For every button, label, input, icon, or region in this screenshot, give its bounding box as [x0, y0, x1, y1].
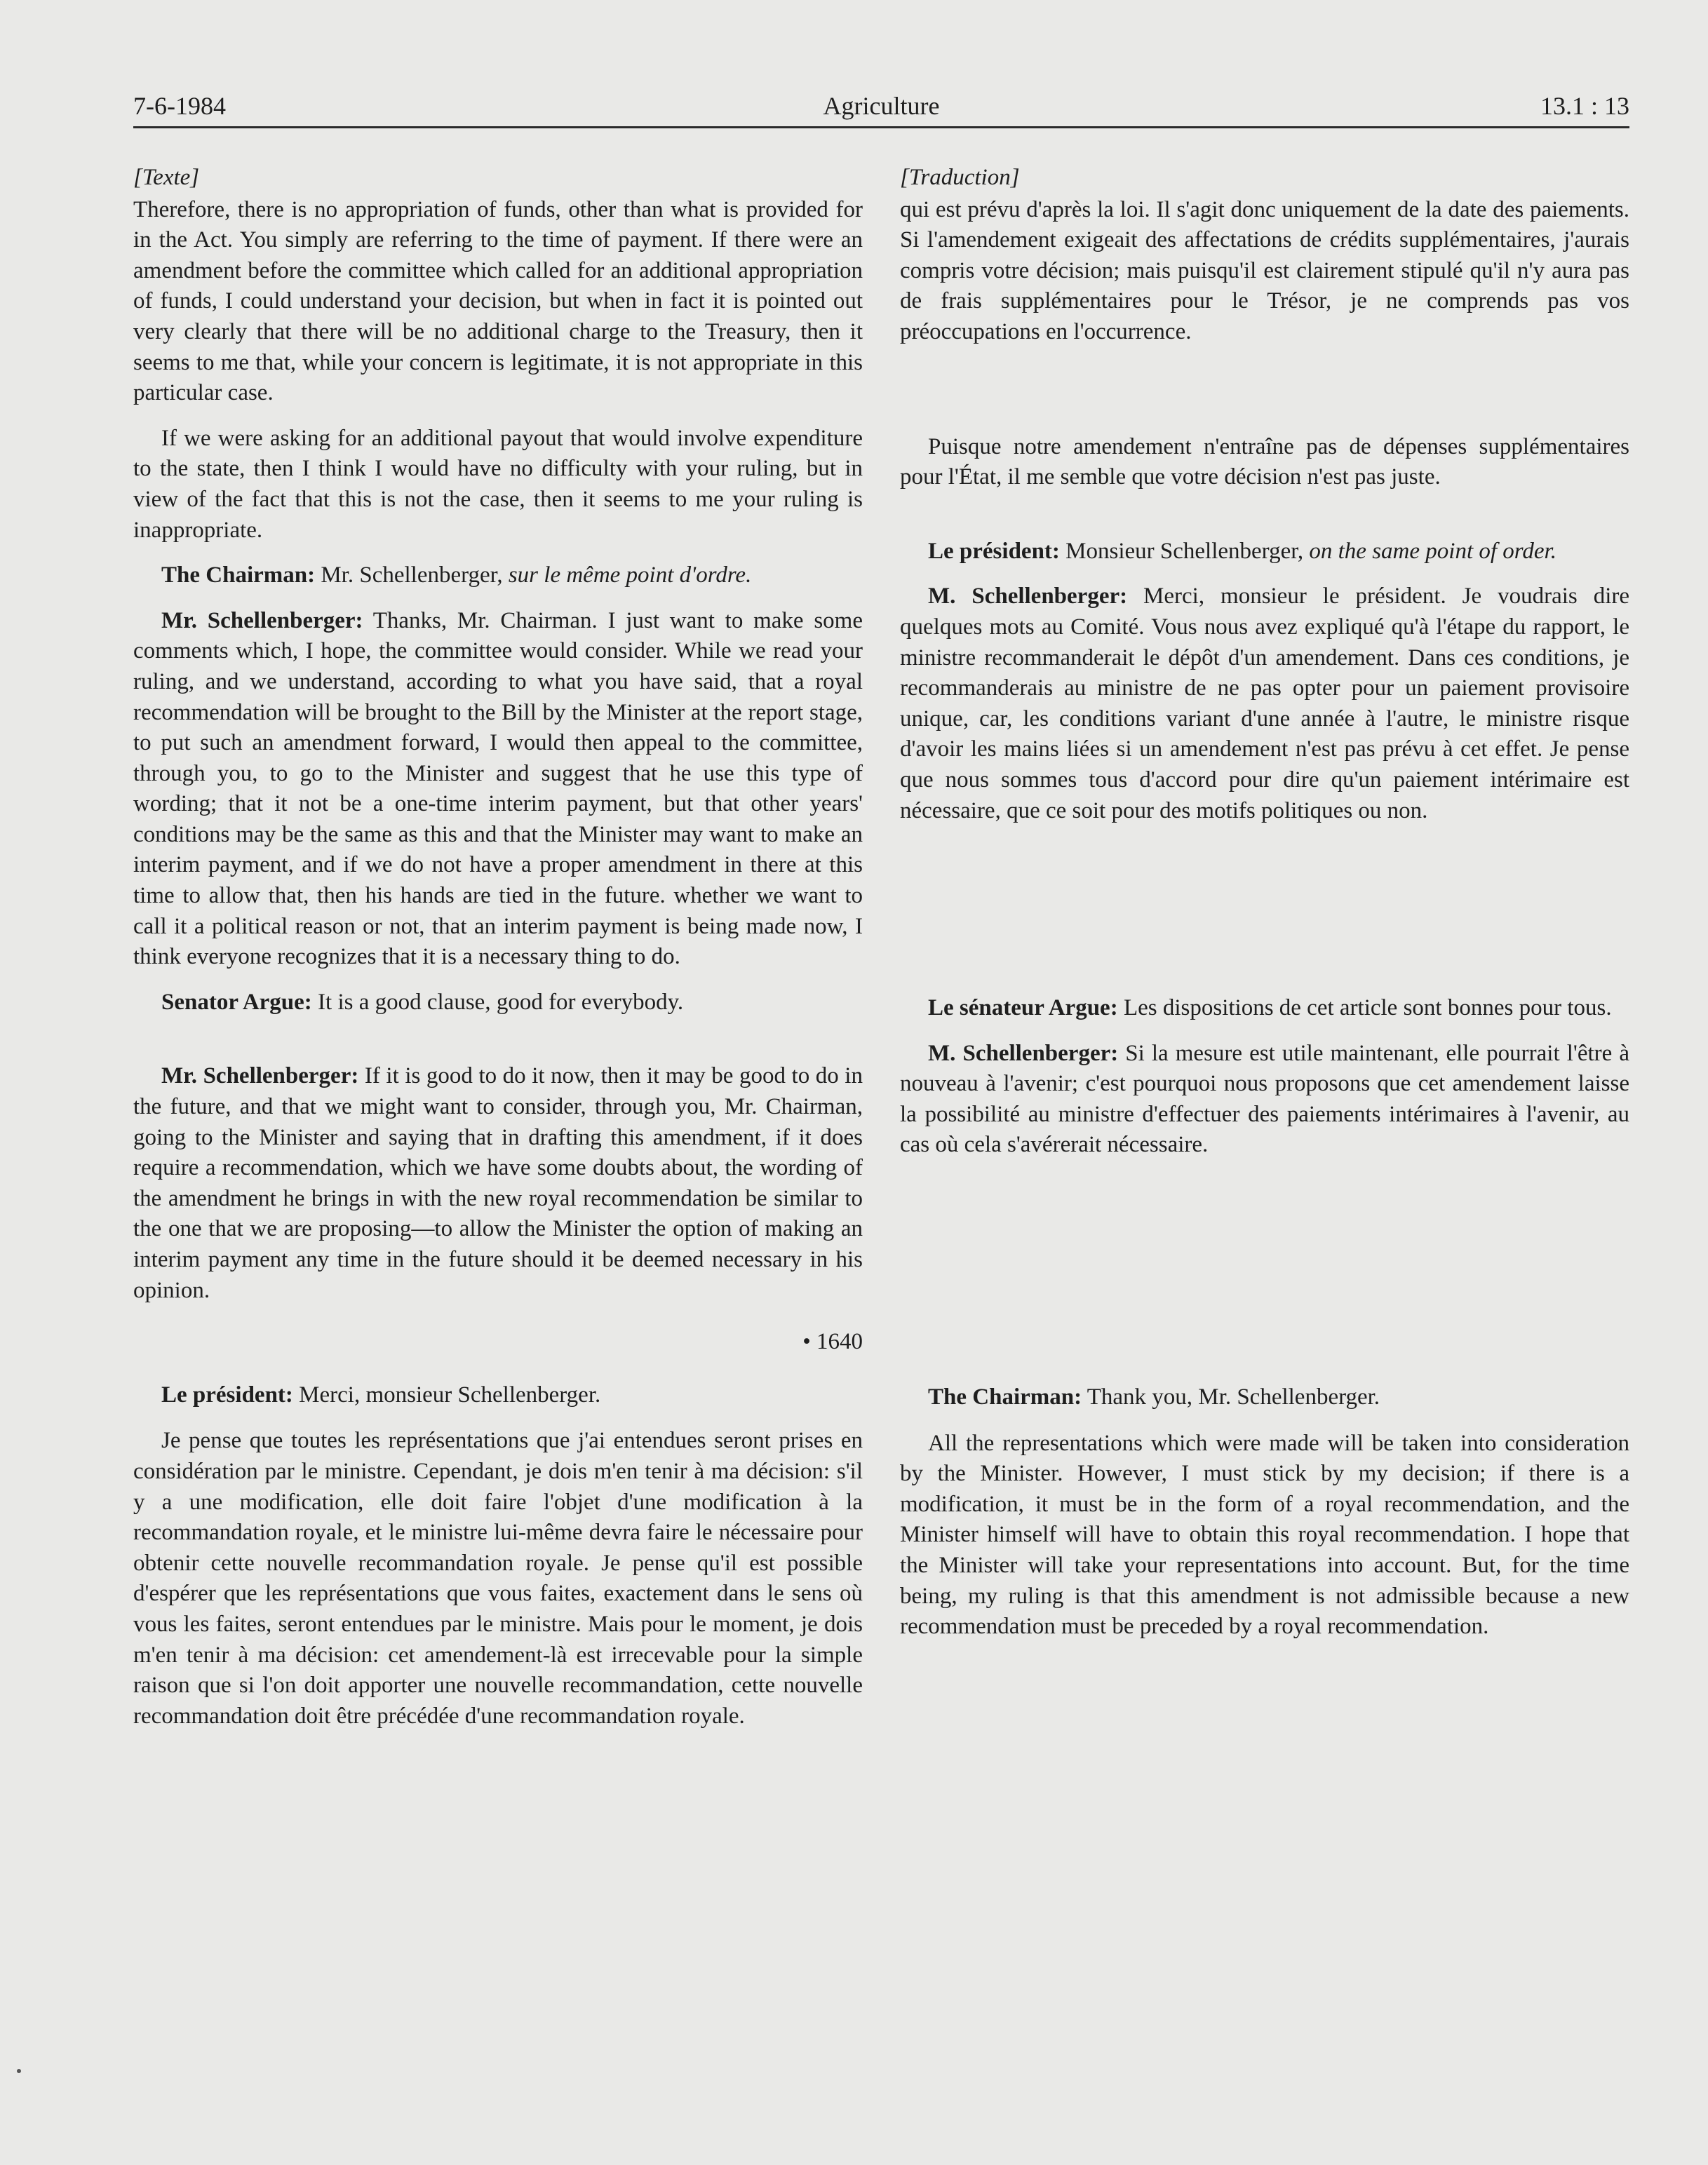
- speech-text: Merci, monsieur le président. Je voudrais dire quelques mots au Comité. Vous nous avez expliqué qu'à l'étape du rapport, le ministre recommanderait le dépôt d'un amendement. Dans ces conditions, je recommanderais au ministre de ne pas opter pour un paiement provisoire unique, car, les conditions variant d'une année à l'autre, le ministre risque d'avoir les mains liées si un amendement n'est pas prévu à cet effet. Je pense que nous sommes tous d'accord pour dire qu'un paiement intérimaire est nécessaire, que ce soit pour des motifs politiques ou non.: [900, 584, 1629, 823]
- speaker-name: Le président:: [928, 538, 1060, 564]
- speech-text: Monsieur Schellenberger,: [1059, 538, 1310, 564]
- speech-text: Thanks, Mr. Chairman. I just want to make some comments which, I hope, the committee would consider. While we read your ruling, and we understand, according to what you have said, that a royal recommendation will be brought to the Bill by the Minister at the report stage, to put such an amendment forward, I would then appeal to the committee, through you, to go to the Minister and suggest that he use this type of wording; that it not be a one-time interim payment, but that other years' conditions may be the same as this and that the Minister may want to make an interim payment, and if we do not have a proper amendment in there at this time to allow that, then his hands are tied in the future. whether we want to call it a political reason or not, that an interim payment is being made now, I think everyone recognizes that it is a necessary thing to do.: [133, 607, 863, 970]
- speaker-name: Le sénateur Argue:: [928, 995, 1118, 1021]
- speaker-name: Senator Argue:: [161, 989, 312, 1015]
- texte-label: [Texte]: [133, 165, 200, 190]
- running-header: [133, 83, 1629, 128]
- speech-text: It is a good clause, good for everybody.: [311, 989, 684, 1015]
- english-column: [133, 163, 863, 1732]
- speech-text: Les dispositions de cet article sont bonnes pour tous.: [1117, 995, 1612, 1021]
- speaker-name: The Chairman:: [161, 562, 316, 588]
- header-page-number: 13.1 : 13: [1540, 92, 1629, 120]
- section-label: [900, 163, 1629, 194]
- paragraph: Puisque notre amendement n'entraîne pas de dépenses supplémentaires pour l'État, il me semble que votre décision n'est pas juste.: [900, 433, 1629, 490]
- french-column: [900, 163, 1629, 1643]
- speech: [133, 606, 863, 973]
- speech: [133, 1061, 863, 1306]
- speech: [900, 993, 1629, 1024]
- speech-italic: on the same point of order.: [1309, 538, 1556, 564]
- scan-speck: [17, 2069, 21, 2073]
- time-marker: • 1640: [802, 1329, 863, 1355]
- speaker-name: Le président:: [161, 1382, 293, 1408]
- speaker-name: M. Schellenberger:: [928, 584, 1128, 609]
- speaker-name: Mr. Schellenberger:: [161, 1063, 359, 1089]
- speech: [133, 1380, 863, 1411]
- speaker-name: M. Schellenberger:: [928, 1040, 1119, 1066]
- header-date: 7-6-1984: [133, 92, 226, 120]
- speech: [900, 1039, 1629, 1161]
- speaker-name: The Chairman:: [928, 1384, 1082, 1410]
- speech-text: Merci, monsieur Schellenberger.: [292, 1382, 601, 1408]
- speech: [133, 560, 863, 591]
- speech-italic: sur le même point d'ordre.: [508, 562, 752, 588]
- paragraph: If we were asking for an additional payout that would involve expenditure to the state, then I think I would have no difficulty with your ruling, but in view of the fact that this is not the case, then it seems to me your ruling is inappropriate.: [133, 425, 863, 543]
- speech: [900, 537, 1629, 567]
- speech-text: Thank you, Mr. Schellenberger.: [1082, 1384, 1380, 1410]
- traduction-label: [Traduction]: [900, 165, 1020, 190]
- paragraph: qui est prévu d'après la loi. Il s'agit donc uniquement de la date des paiements. Si l'amendement exigeait des affectations de crédits supplémentaires, j'aurais compris votre décision; mais puisqu'il est clairement stipulé qu'il n'y aura pas de frais supplémentaires pour le Trésor, je ne comprends pas vos préoccupations en l'occurrence.: [900, 196, 1629, 344]
- speech-text: If it is good to do it now, then it may be good to do in the future, and that we might want to consider, through you, Mr. Chairman, going to the Minister and saying that in drafting this amendment, if it does require a recommendation, which we have some doubts about, the wording of the amendment he brings in with the new royal recommendation be similar to the one that we are proposing—to allow the Minister the option of making an interim payment any time in the future should it be deemed necessary in his opinion.: [133, 1063, 863, 1303]
- speech-text: Mr. Schellenberger,: [315, 562, 509, 588]
- speech-text: Si la mesure est utile maintenant, elle pourrait l'être à nouveau à l'avenir; c'est pourquoi nous proposons que cet amendement laisse la possibilité au ministre d'effectuer des paiements intérimaires à l'avenir, au cas où cela s'avérerait nécessaire.: [900, 1040, 1629, 1158]
- header-title: Agriculture: [823, 92, 940, 120]
- speaker-name: Mr. Schellenberger:: [161, 607, 363, 633]
- paragraph: All the representations which were made will be taken into consideration by the Minister. However, I must stick by my decision; if there is a modification, it must be in the form of a royal recommendation, and the Minister himself will have to obtain this royal recommendation. I hope that the Minister will take your representations into account. But, for the time being, my ruling is that this amendment is not admissible because a new recommendation must be preceded by a royal recommendation.: [900, 1430, 1629, 1640]
- speech: [133, 987, 863, 1018]
- paragraph: Therefore, there is no appropriation of funds, other than what is provided for in the Act. You simply are referring to the time of payment. If there were an amendment before the committee which called for an additional appropriation of funds, I could understand your decision, but when in fact it is pointed out very clearly that there will be no additional charge to the Treasury, then it seems to me that, while your concern is legitimate, it is not appropriate in this particular case.: [133, 196, 863, 406]
- speech: [900, 581, 1629, 826]
- speech: [900, 1382, 1629, 1413]
- section-label: [133, 163, 863, 194]
- paragraph: Je pense que toutes les représentations que j'ai entendues seront prises en considération par le ministre. Cependant, je dois m'en tenir à ma décision: s'il y a une modification, elle doit faire l'objet d'une modification à la recommandation royale, et le ministre lui-même devra faire le nécessaire pour obtenir cette nouvelle recommandation royale. Je pense qu'il est possible d'espérer que les représentations que vous faites, exactement dans le sens où vous les faites, seront entendues par le ministre. Mais pour le moment, je dois m'en tenir à ma décision: cet amendement-là est irrecevable pour la simple raison que si l'on doit apporter une nouvelle recommandation, cette nouvelle recommandation doit être précédée d'une recommandation royale.: [133, 1428, 863, 1729]
